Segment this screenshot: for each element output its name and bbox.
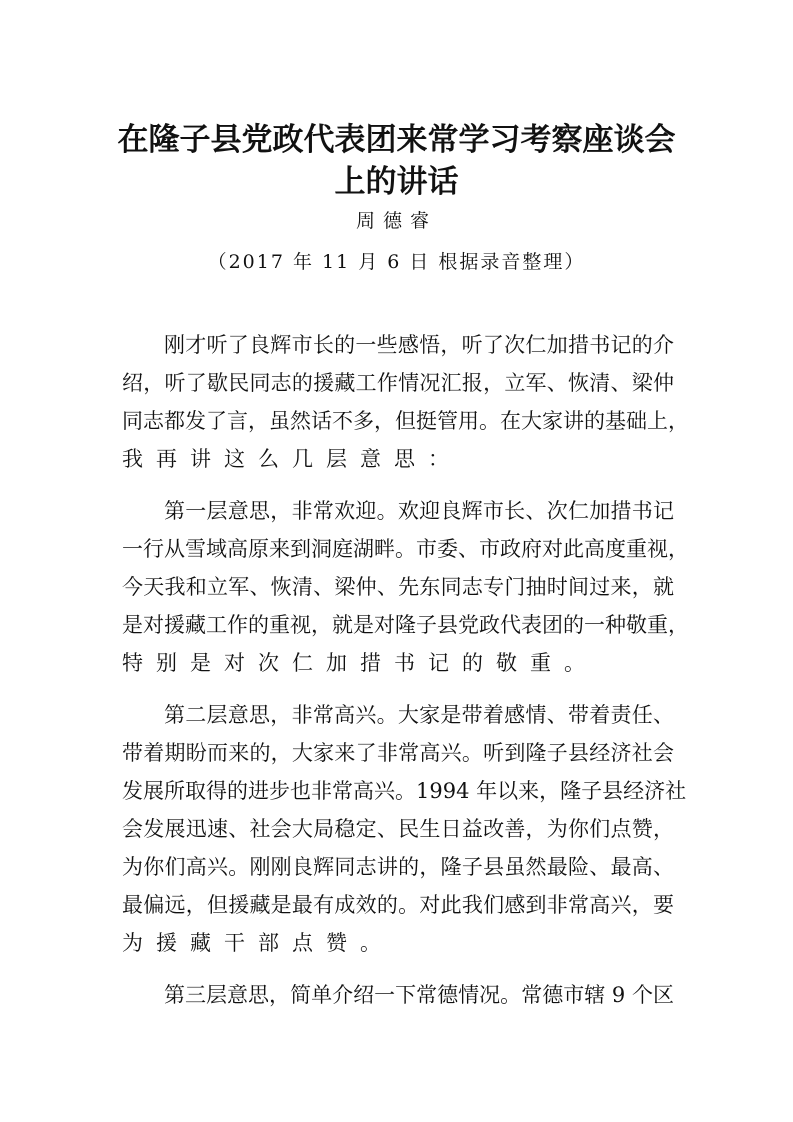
paragraph [122,980,674,1018]
paragraph-line: 为援藏干部点赞。 [122,931,394,955]
paragraph-line: 我再讲这么几层意思： [122,447,462,471]
paragraph-line: 最偏远，但援藏是最有成效的。对此我们感到非常高兴，要 [122,893,674,917]
date-note: （2017 年 11 月 6 日 根据录音整理） [207,251,586,273]
document-title-line-2: 上的讲话 [334,164,459,200]
paragraph [122,700,687,966]
paragraph-line: 第一层意思，非常欢迎。欢迎良辉市长、次仁加措书记 [164,499,674,523]
paragraph-line: 发展所取得的进步也非常高兴。1994 年以来，隆子县经济社 [122,779,687,803]
paragraph [122,330,689,482]
author: 周德睿 [355,210,437,232]
document-title-line-1: 在隆子县党政代表团来常学习考察座谈会 [117,122,676,158]
paragraph-line: 是对援藏工作的重视，就是对隆子县党政代表团的一种敬重， [122,613,689,637]
paragraph-line: 会发展迅速、社会大局稳定、民生日益改善，为你们点赞， [122,817,674,841]
paragraph-line: 带着期盼而来的，大家来了非常高兴。听到隆子县经济社会 [122,741,674,765]
paragraph-line: 为你们高兴。刚刚良辉同志讲的，隆子县虽然最险、最高、 [122,855,674,879]
paragraph-line: 第三层意思，简单介绍一下常德情况。常德市辖 9 个区 [164,983,674,1007]
paragraph-line: 第二层意思，非常高兴。大家是带着感情、带着责任、 [164,703,674,727]
paragraph [122,496,689,686]
paragraph-line: 绍，听了歇民同志的援藏工作情况汇报，立军、恢清、梁仲 [122,371,674,395]
paragraph-line: 今天我和立军、恢清、梁仲、先东同志专门抽时间过来，就 [122,575,674,599]
paragraph-line: 特别是对次仁加措书记的敬重。 [122,651,598,675]
paragraph-line: 一行从雪域高原来到洞庭湖畔。市委、市政府对此高度重视， [122,537,689,561]
paragraph-line: 刚才听了良辉市长的一些感悟，听了次仁加措书记的介 [164,333,674,357]
paragraph-line: 同志都发了言，虽然话不多，但挺管用。在大家讲的基础上， [122,409,689,433]
document-body [122,330,689,1032]
